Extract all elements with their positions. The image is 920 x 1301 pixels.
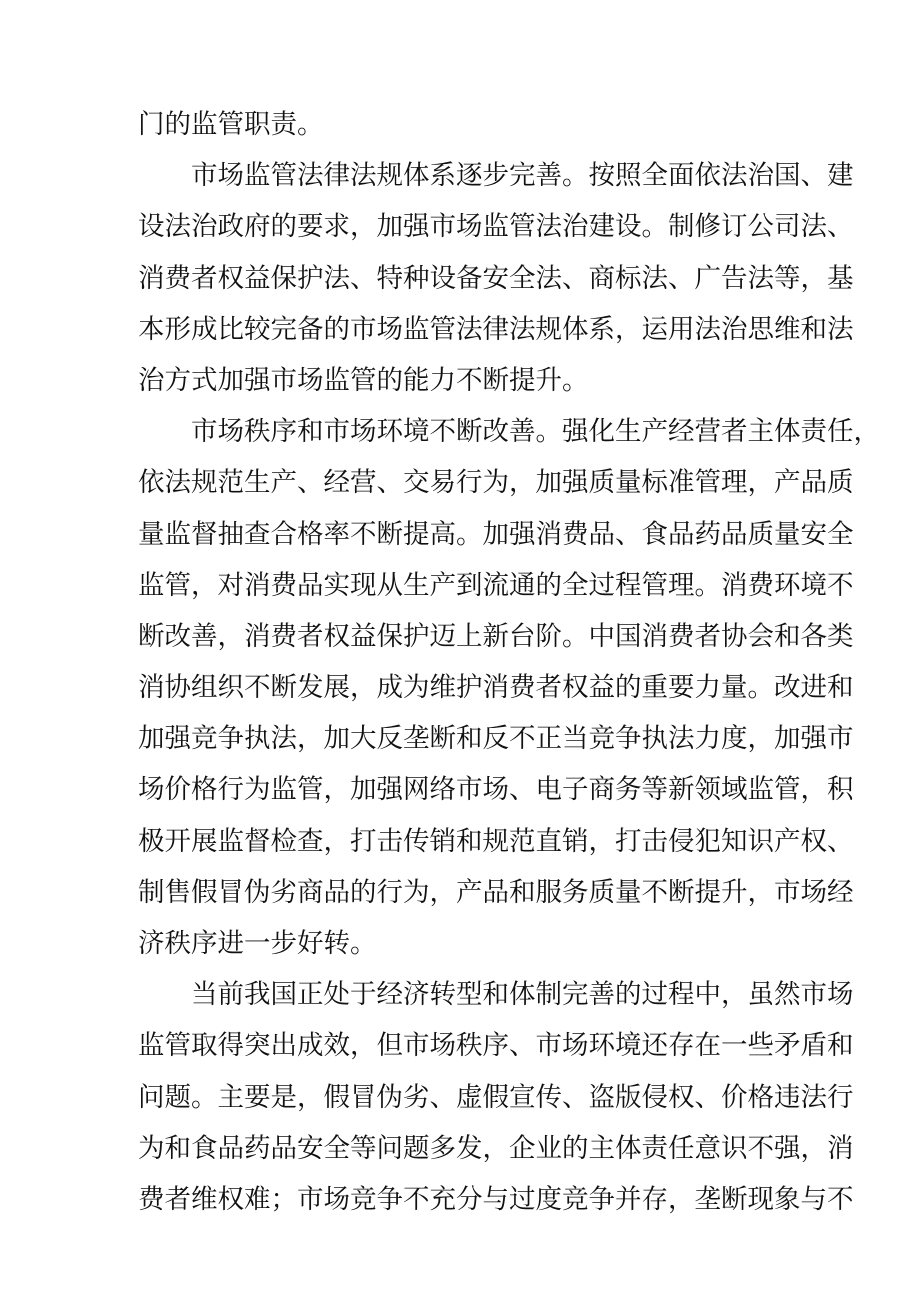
- text-line: 为和食品药品安全等问题多发，企业的主体责任意识不强，消: [138, 1132, 854, 1164]
- text-line: 市场监管法律法规体系逐步完善。按照全面依法治国、建: [191, 160, 854, 192]
- text-line: 依法规范生产、经营、交易行为，加强质量标准管理，产品质: [138, 467, 854, 499]
- text-line: 制售假冒伪劣商品的行为，产品和服务质量不断提升，市场经: [138, 876, 854, 908]
- paragraph: [138, 99, 793, 150]
- paragraph: [138, 406, 880, 969]
- text-line: 费者维权难；市场竞争不充分与过度竞争并存，垄断现象与不: [138, 1183, 854, 1215]
- text-line: 监管取得突出成效，但市场秩序、市场环境还存在一些矛盾和: [138, 1030, 854, 1062]
- text-line: 极开展监督检查，打击传销和规范直销，打击侵犯知识产权、: [138, 825, 854, 857]
- text-line: 场价格行为监管，加强网络市场、电子商务等新领域监管，积: [138, 774, 854, 806]
- text-line: 消协组织不断发展，成为维护消费者权益的重要力量。改进和: [138, 672, 854, 704]
- text-line: 济秩序进一步好转。: [138, 928, 377, 959]
- text-line: 加强竞争执法，加大反垄断和反不正当竞争执法力度，加强市: [138, 723, 854, 755]
- text-line: 量监督抽查合格率不断提高。加强消费品、食品药品质量安全: [138, 518, 854, 550]
- text-line: 问题。主要是，假冒伪劣、虚假宣传、盗版侵权、价格违法行: [138, 1081, 854, 1113]
- text-line: 治方式加强市场监管的能力不断提升。: [138, 364, 589, 396]
- text-line: 设法治政府的要求，加强市场监管法治建设。制修订公司法、: [138, 211, 854, 243]
- text-line: 消费者权益保护法、特种设备安全法、商标法、广告法等，基: [138, 262, 854, 294]
- paragraph: [138, 969, 854, 1225]
- text-line: 监管，对消费品实现从生产到流通的全过程管理。消费环境不: [138, 569, 854, 601]
- text-line: 当前我国正处于经济转型和体制完善的过程中，虽然市场: [191, 979, 854, 1011]
- text-line: 门的监管职责。: [138, 109, 324, 140]
- text-line: 市场秩序和市场环境不断改善。强化生产经营者主体责任，: [191, 416, 880, 448]
- text-line: 断改善，消费者权益保护迈上新台阶。中国消费者协会和各类: [138, 620, 854, 652]
- text-line: 本形成比较完备的市场监管法律法规体系，运用法治思维和法: [138, 313, 854, 345]
- document-body: [138, 99, 880, 1225]
- paragraph: [138, 150, 854, 406]
